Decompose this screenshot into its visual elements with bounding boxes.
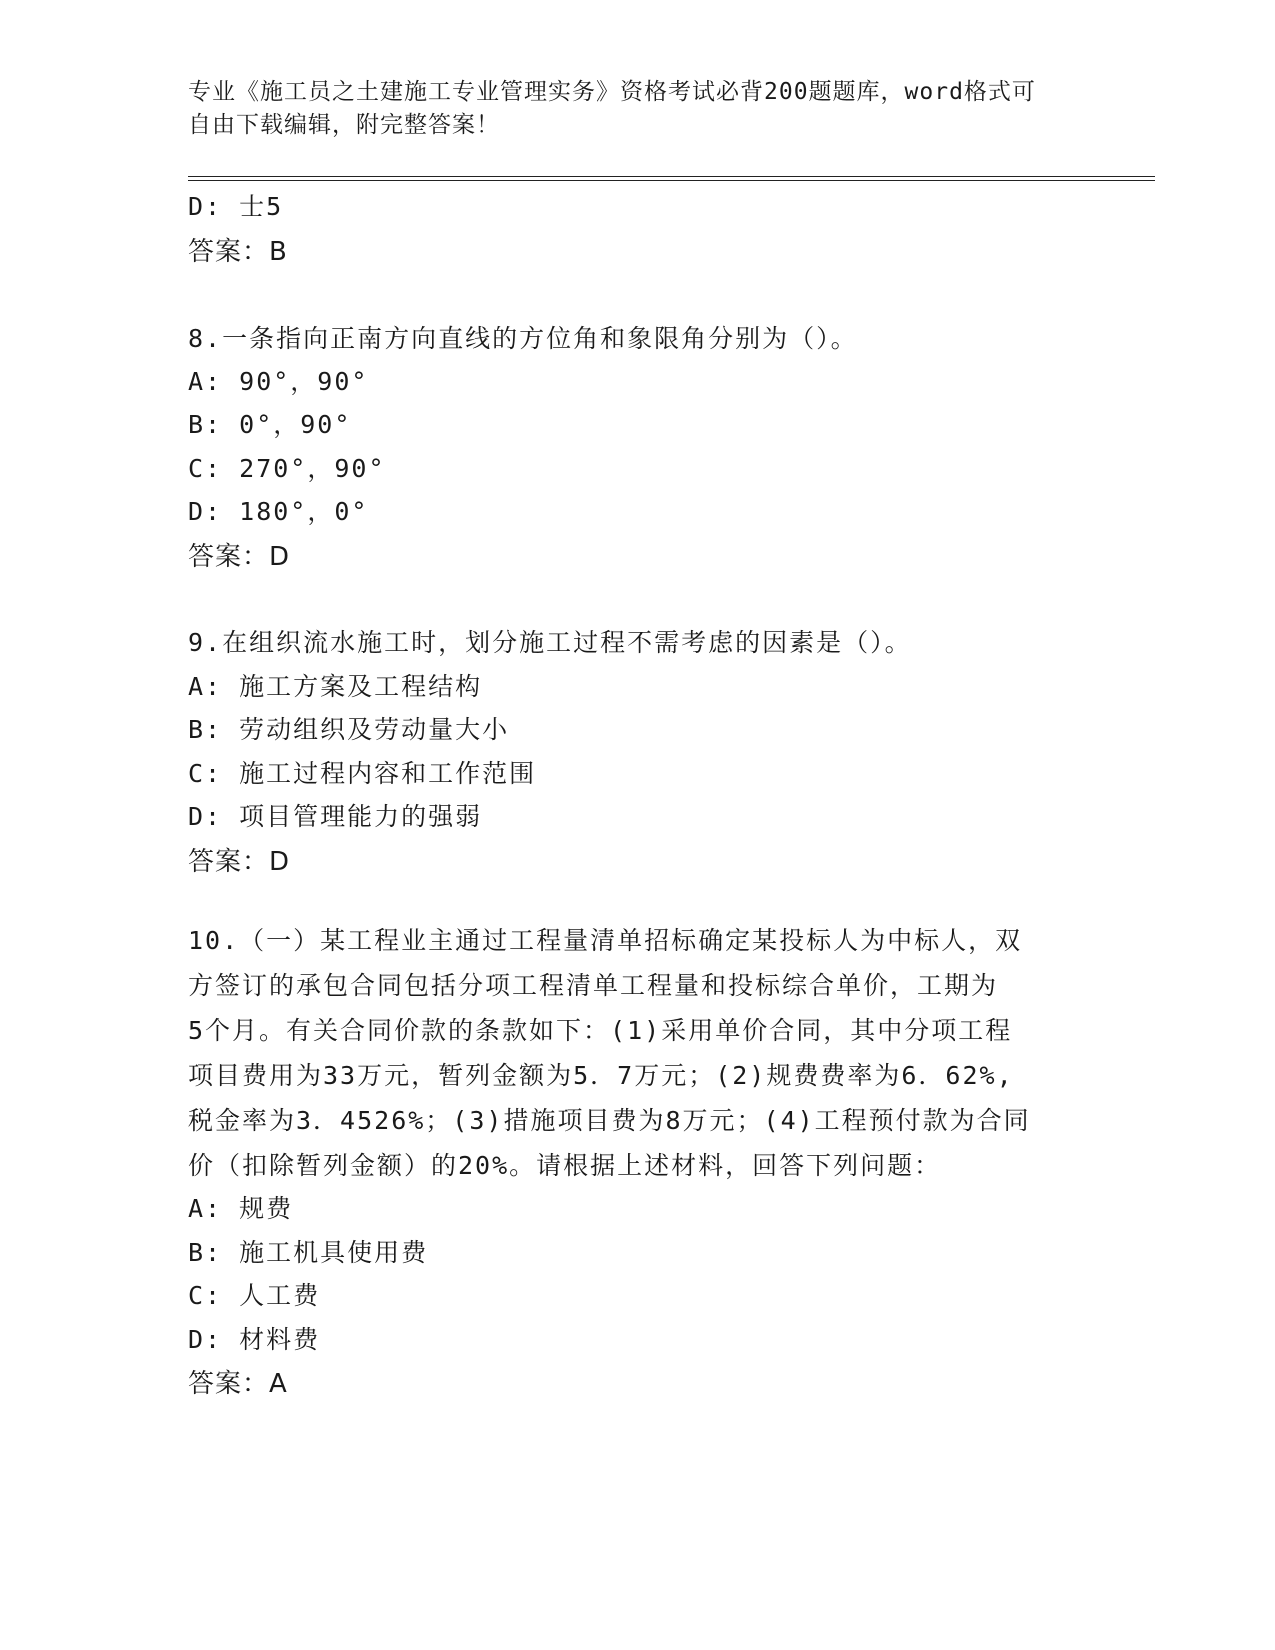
q8-option-b: B: 0°，90° bbox=[188, 410, 352, 439]
q8-stem: 8.一条指向正南方向直线的方位角和象限角分别为（）。 bbox=[188, 324, 858, 353]
q10-option-d: D: 材料费 bbox=[188, 1325, 321, 1354]
q9-option-a: A: 施工方案及工程结构 bbox=[188, 672, 483, 701]
q9-option-c: C: 施工过程内容和工作范围 bbox=[188, 759, 537, 788]
q9-option-d: D: 项目管理能力的强弱 bbox=[188, 802, 483, 831]
q10-stem-line: 价（扣除暂列金额）的20%。请根据上述材料，回答下列问题： bbox=[188, 1151, 942, 1180]
q10-stem bbox=[188, 918, 1088, 1188]
q8-answer: 答案：D bbox=[188, 542, 291, 572]
q10-stem-line: 税金率为3．4526%；(3)措施项目费为8万元；(4)工程预付款为合同 bbox=[188, 1106, 1031, 1135]
header-divider bbox=[188, 176, 1155, 181]
q8-option-d: D: 180°，0° bbox=[188, 497, 369, 526]
q8-option-c: C: 270°，90° bbox=[188, 454, 386, 483]
q10-option-b: B: 施工机具使用费 bbox=[188, 1238, 429, 1267]
header-line-2: 自由下载编辑，附完整答案！ bbox=[188, 112, 500, 138]
q9-answer: 答案：D bbox=[188, 847, 291, 877]
q9-option-b: B: 劳动组织及劳动量大小 bbox=[188, 715, 510, 744]
q10-answer: 答案：A bbox=[188, 1369, 288, 1399]
q10-stem-line: 项目费用为33万元，暂列金额为5．7万元；(2)规费费率为6．62%, bbox=[188, 1061, 1014, 1090]
q10-stem-line: 5个月。有关合同价款的条款如下：(1)采用单价合同，其中分项工程 bbox=[188, 1016, 1013, 1045]
q10-option-c: C: 人工费 bbox=[188, 1281, 321, 1310]
q10-option-a: A: 规费 bbox=[188, 1194, 294, 1223]
header-line-1: 专业《施工员之土建施工专业管理实务》资格考试必背200题题库，word格式可 bbox=[188, 79, 1036, 105]
q7-option-d: D: 士5 bbox=[188, 192, 284, 221]
q8-option-a: A: 90°，90° bbox=[188, 367, 369, 396]
q9-stem: 9.在组织流水施工时，划分施工过程不需考虑的因素是（）。 bbox=[188, 628, 912, 657]
q10-stem-line: 10.（一）某工程业主通过工程量清单招标确定某投标人为中标人，双 bbox=[188, 926, 1023, 955]
page-header bbox=[188, 76, 1088, 142]
q7-answer: 答案：B bbox=[188, 237, 288, 267]
q10-stem-line: 方签订的承包合同包括分项工程清单工程量和投标综合单价，工期为 bbox=[188, 971, 999, 1000]
